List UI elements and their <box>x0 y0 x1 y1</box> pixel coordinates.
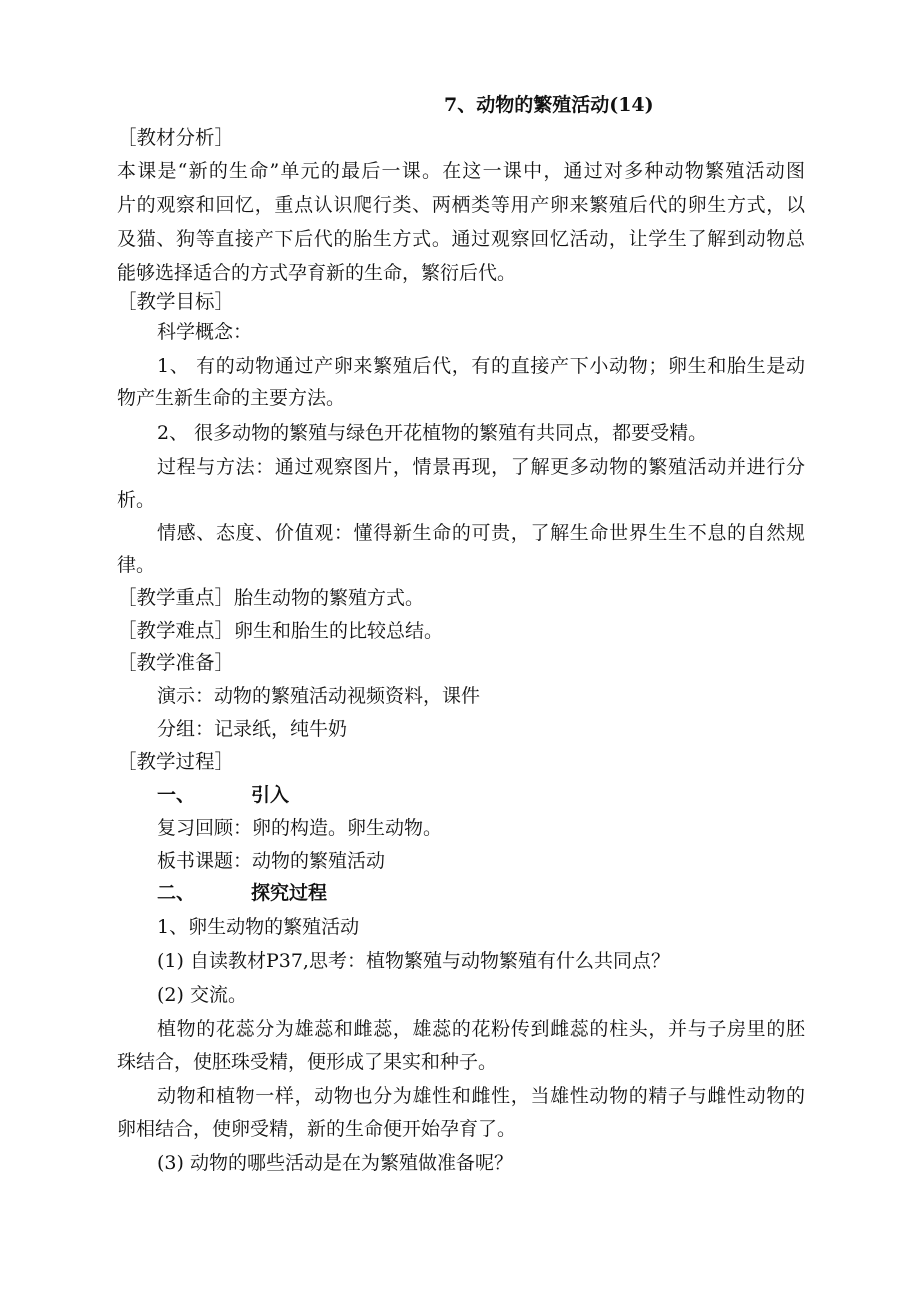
focus-line <box>117 586 424 610</box>
step-heading <box>157 783 289 807</box>
prep-demo: 演示：动物的繁殖活动视频资料，课件 <box>157 685 481 707</box>
section-heading-process: ［教学过程］ <box>117 750 235 773</box>
paragraph-line: 及猫、狗等直接产下后代的胎生方式。通过观察回忆活动，让学生了解到动物总 <box>117 228 805 250</box>
section-heading-difficulty: ［教学难点］ <box>117 619 235 642</box>
paragraph-line: 本课是“新的生命”单元的最后一课。在这一课中，通过对多种动物繁殖活动图 <box>117 160 805 182</box>
document-title: 7、动物的繁殖活动(14) <box>444 94 654 116</box>
paragraph-line: 复习回顾：卵的构造。卵生动物。 <box>157 817 443 839</box>
question: (3) 动物的哪些活动是在为繁殖做准备呢？ <box>157 1152 513 1174</box>
paragraph-line: 能够选择适合的方式孕育新的生命，繁衍后代。 <box>117 262 517 284</box>
paragraph-line: 1、 有的动物通过产卵来繁殖后代，有的直接产下小动物；卵生和胎生是动 <box>157 355 805 377</box>
question: (1) 自读教材P37,思考：植物繁殖与动物繁殖有什么共同点？ <box>157 950 670 972</box>
difficulty-line <box>117 619 443 643</box>
paragraph-line: 片的观察和回忆，重点认识爬行类、两栖类等用产卵来繁殖后代的卵生方式，以 <box>117 194 805 216</box>
paragraph-line: 动物和植物一样，动物也分为雄性和雌性，当雄性动物的精子与雌性动物的 <box>157 1085 805 1107</box>
step-heading <box>157 881 327 905</box>
paragraph-line: 珠结合，使胚珠受精，便形成了果实和种子。 <box>117 1051 498 1073</box>
paragraph-line: 物产生新生命的主要方法。 <box>117 387 346 409</box>
paragraph-line: 植物的花蕊分为雄蕊和雌蕊，雄蕊的花粉传到雌蕊的柱头，并与子房里的胚 <box>157 1018 805 1040</box>
paragraph-line: 析。 <box>117 489 156 511</box>
difficulty-text: 卵生和胎生的比较总结。 <box>234 620 444 642</box>
focus-text: 胎生动物的繁殖方式。 <box>234 587 425 609</box>
paragraph-line: 过程与方法：通过观察图片，情景再现，了解更多动物的繁殖活动并进行分 <box>157 456 805 478</box>
section-heading-analysis: ［教材分析］ <box>117 126 235 149</box>
paragraph-line: 卵相结合，使卵受精，新的生命便开始孕育了。 <box>117 1118 517 1140</box>
section-heading-goals: ［教学目标］ <box>117 290 235 313</box>
question: (2) 交流。 <box>157 984 247 1006</box>
paragraph-line: 律。 <box>117 554 156 576</box>
concept-label: 科学概念： <box>157 321 253 343</box>
prep-group: 分组：记录纸，纯牛奶 <box>157 718 348 740</box>
step-number: 一、 <box>157 784 196 806</box>
step-title: 引入 <box>251 784 290 806</box>
step-title: 探究过程 <box>251 882 328 904</box>
section-heading-prep: ［教学准备］ <box>117 651 235 674</box>
paragraph-line: 2、 很多动物的繁殖与绿色开花植物的繁殖有共同点，都要受精。 <box>157 422 708 444</box>
section-heading-focus: ［教学重点］ <box>117 586 235 609</box>
sub-heading: 1、卵生动物的繁殖活动 <box>157 916 360 938</box>
paragraph-line: 板书课题：动物的繁殖活动 <box>157 850 386 872</box>
paragraph-line: 情感、态度、价值观：懂得新生命的可贵，了解生命世界生生不息的自然规 <box>157 522 805 544</box>
step-number: 二、 <box>157 882 196 904</box>
